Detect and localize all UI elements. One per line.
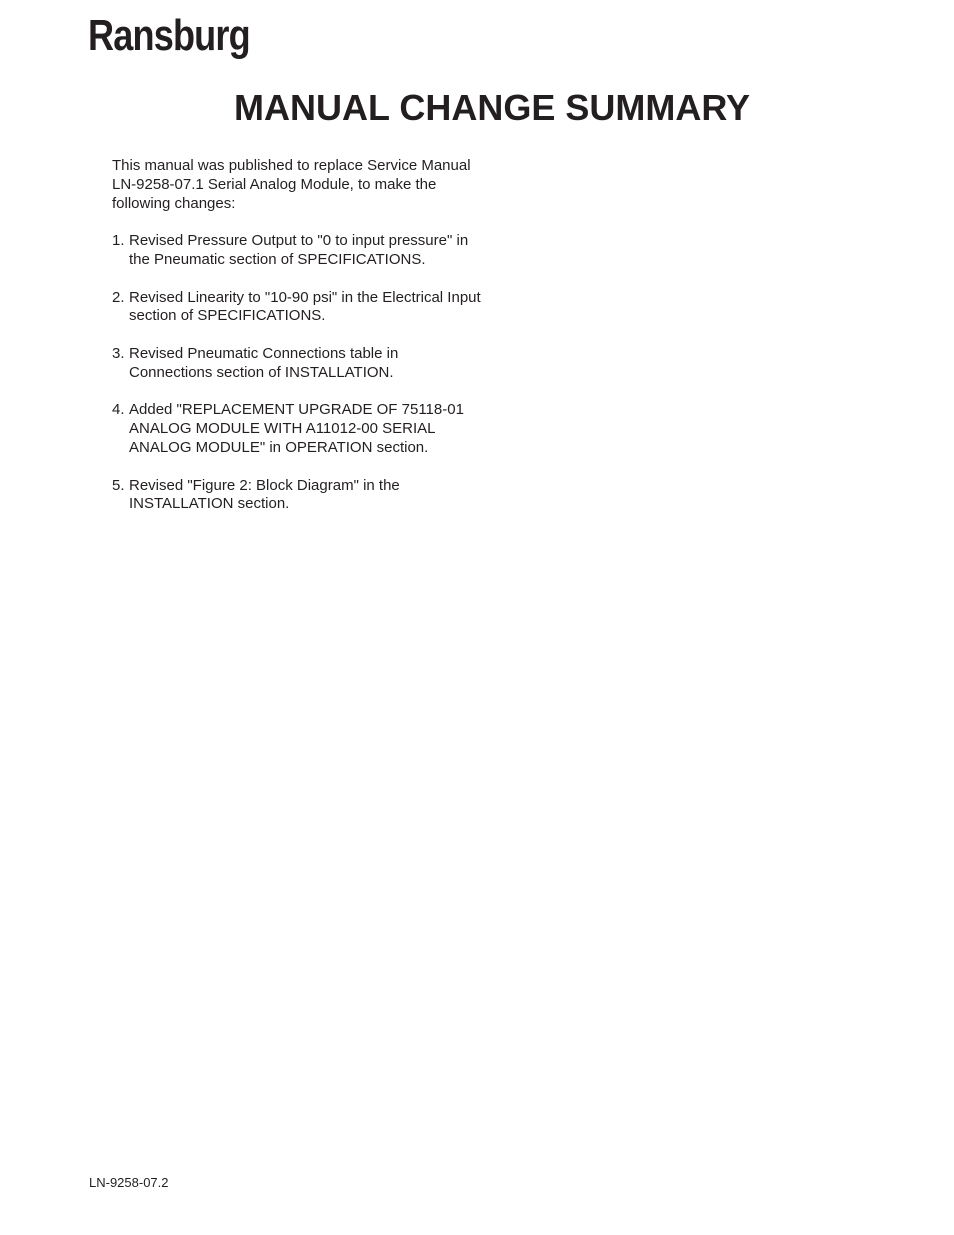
change-text: Revised Pressure Output to "0 to input pressure" in the Pneumatic section of SPECIFICATIONS. (129, 232, 469, 268)
change-item (112, 289, 482, 327)
change-item (112, 232, 482, 270)
change-item (112, 345, 482, 383)
change-number: 3. (112, 344, 125, 362)
brand-logo: Ransburg (88, 11, 250, 60)
change-list (112, 232, 482, 514)
intro-paragraph: This manual was published to replace Service Manual LN-9258-07.1 Serial Analog Module, to make the following changes: (112, 157, 471, 212)
page-title: MANUAL CHANGE SUMMARY (234, 87, 750, 128)
change-text: Revised Pneumatic Connections table in Connections section of INSTALLATION. (129, 344, 399, 381)
change-number: 2. (112, 288, 125, 306)
change-number: 4. (112, 401, 125, 419)
change-text: Revised Linearity to "10-90 psi" in the Electrical Input section of SPECIFICATIONS. (129, 288, 481, 325)
change-text: Revised "Figure 2: Block Diagram" in the INSTALLATION section. (129, 476, 400, 513)
change-summary-body (112, 157, 482, 533)
document-number: LN-9258-07.2 (89, 1175, 169, 1190)
change-item (112, 401, 482, 457)
change-text: Added "REPLACEMENT UPGRADE OF 75118-01 ANALOG MODULE WITH A11012-00 SERIAL ANALOG MODULE" in OPERATION section. (129, 401, 464, 456)
change-item (112, 477, 482, 515)
change-number: 1. (112, 232, 125, 250)
change-number: 5. (112, 476, 125, 494)
